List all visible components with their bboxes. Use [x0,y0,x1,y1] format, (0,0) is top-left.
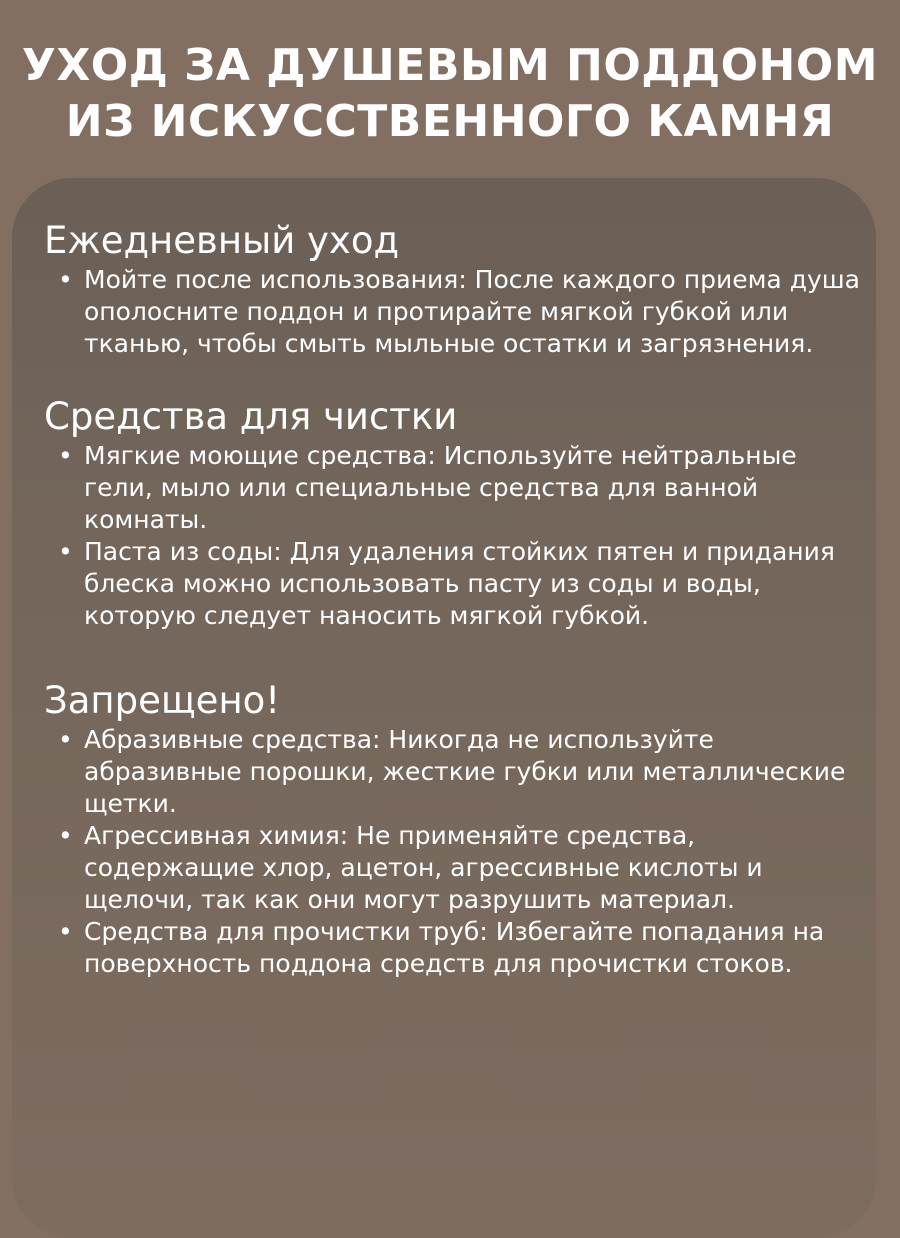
section-daily-care [44,218,864,360]
list-item-text: Абразивные средства: Никогда не используйте абразивные порошки, жесткие губки или металлические щетки. [84,725,846,818]
list-item-text: Средства для прочистки труб: Избегайте попадания на поверхность поддона средств для прочистки стоков. [84,917,825,978]
bullet-icon: • [58,537,73,566]
bullet-icon: • [58,265,73,294]
list-item [44,536,864,632]
list-item [44,724,864,820]
section-heading: Запрещено! [44,679,281,722]
list-item [44,820,864,916]
list-item-text: Паста из соды: Для удаления стойких пятен и придания блеска можно использовать пасту из соды и воды, которую следует наносить мягкой губкой. [84,537,835,630]
content [44,218,864,980]
bullet-icon: • [58,917,73,946]
list-item [44,916,864,980]
list-item [44,440,864,536]
bullet-icon: • [58,821,73,850]
section-prohibited [44,678,864,980]
item-list [44,724,864,980]
page-title-line-2: ИЗ ИСКУССТВЕННОГО КАМНЯ [65,96,835,147]
section-heading: Ежедневный уход [44,219,400,262]
item-list [44,440,864,632]
section-heading: Средства для чистки [44,395,458,438]
list-item-text: Мойте после использования: После каждого приема душа ополосните поддон и протирайте мягкой губкой или тканью, чтобы смыть мыльные остатки и загрязнения. [84,265,860,358]
list-item [44,264,864,360]
list-item-text: Мягкие моющие средства: Используйте нейтральные гели, мыло или специальные средства для ванной комнаты. [84,441,797,534]
section-cleaning-products [44,394,864,632]
bullet-icon: • [58,725,73,754]
list-item-text: Агрессивная химия: Не применяйте средства, содержащие хлор, ацетон, агрессивные кислоты и щелочи, так как они могут разрушить материал. [84,821,763,914]
bullet-icon: • [58,441,73,470]
page-title [0,38,900,150]
item-list [44,264,864,360]
page-title-line-1: УХОД ЗА ДУШЕВЫМ ПОДДОНОМ [21,40,879,91]
